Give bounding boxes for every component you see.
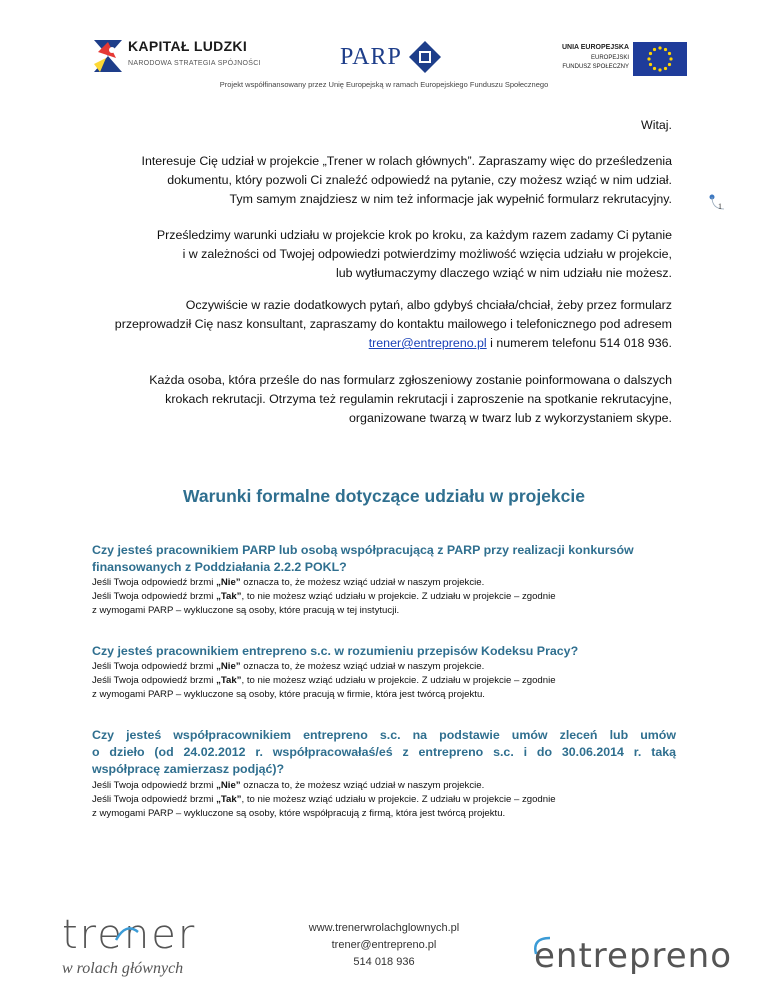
cofinancing-note: Projekt współfinansowany przez Unię Europejską w ramach Europejskiego Funduszu Społecznego — [219, 80, 549, 89]
intro-p3-line-1: Oczywiście w razie dodatkowych pytań, albo gdybyś chciała/chciał, żeby przez formularz — [185, 298, 672, 312]
kapital-ludzki-title: KAPITAŁ LUDZKI — [128, 38, 248, 54]
intro-p2-line-1: Prześledzimy warunki udziału w projekcie krok po kroku, za każdym razem zadamy Ci pytanie — [156, 228, 672, 242]
answer-1 — [92, 576, 682, 618]
section-title: Warunki formalne dotyczące udziału w projekcie — [183, 486, 585, 506]
answer-2-yes-line-2: z wymogami PARP – wykluczone są osoby, które pracują w firmie, która jest twórcą projektu. — [92, 689, 485, 700]
question-1 — [92, 542, 676, 576]
intro-p4-line-2: krokach rekrutacji. Otrzyma też regulamin rekrutacji i zaproszenie na spotkanie rekrutacyjne, — [165, 392, 672, 406]
question-3-line-3: współpracę zamierzasz podjąć)? — [92, 762, 285, 776]
footer-website[interactable]: www.trenerwrolachglownych.pl — [308, 922, 460, 934]
answer-3-yes: Jeśli Twoja odpowiedź brzmi „Tak”, to nie możesz wziąć udziału w projekcie. Z udziału w projekcie – zgodnie — [92, 794, 556, 805]
eu-title: UNIA EUROPEJSKA — [561, 44, 629, 51]
question-3-line-2: o dzieło (od 24.02.2012 r. współpracowałaś/eś z entrepreno s.c. i do 30.06.2014 r. taką — [92, 745, 676, 759]
eu-line-3: FUNDUSZ SPOŁECZNY — [562, 64, 629, 70]
intro-paragraph-4 — [72, 371, 672, 428]
answer-3-no: Jeśli Twoja odpowiedź brzmi „Nie” oznacza to, że możesz wziąć udział w naszym projekcie. — [92, 780, 485, 791]
eu-line-2: EUROPEJSKI — [590, 55, 629, 61]
answer-3-yes-line-2: z wymogami PARP – wykluczone są osoby, które współpracują z firmą, która jest twórcą projektu. — [92, 808, 506, 819]
answer-2-yes: Jeśli Twoja odpowiedź brzmi „Tak”, to nie możesz wziąć udziału w projekcie. Z udziału w projekcie – zgodnie — [92, 675, 556, 686]
intro-p4-line-3: organizowane twarzą w twarz lub z wykorzystaniem skype. — [349, 411, 672, 425]
intro-paragraph-1 — [52, 152, 672, 209]
contact-phone-text: i numerem telefonu 514 018 936. — [486, 336, 672, 350]
page-number: 1 — [718, 202, 722, 211]
question-3-line-1: Czy jesteś współpracownikiem entrepreno s.c. na podstawie umów zleceń lub umów — [92, 728, 676, 742]
answer-1-no: Jeśli Twoja odpowiedź brzmi „Nie” oznacza to, że możesz wziąć udział w naszym projekcie. — [92, 577, 485, 588]
greeting: Witaj. — [641, 118, 672, 132]
entrepreno-swoosh-icon — [530, 932, 560, 962]
trener-logo-text: trener — [62, 912, 197, 958]
answer-2-no: Jeśli Twoja odpowiedź brzmi „Nie” oznacza to, że możesz wziąć udział w naszym projekcie. — [92, 661, 485, 672]
entrepreno-logo-text: entrepreno — [534, 936, 733, 976]
answer-2 — [92, 660, 682, 702]
question-1-line-2: finansowanych z Poddziałania 2.2.2 POKL? — [92, 560, 347, 574]
contact-email-link[interactable]: trener@entrepreno.pl — [368, 336, 487, 350]
eu-flag-icon — [633, 42, 687, 76]
intro-p2-line-3: lub wytłumaczymy dlaczego wziąć w nim udziału nie możesz. — [335, 266, 672, 280]
parp-emblem-icon — [408, 40, 442, 74]
intro-p4-line-1: Każda osoba, która prześle do nas formularz zgłoszeniowy zostanie poinformowana o dalszych — [149, 373, 672, 387]
intro-p1-line-1: Interesuje Cię udział w projekcie „Trener w rolach głównych”. Zapraszamy więc do prześledzenia — [141, 154, 672, 168]
question-2 — [92, 643, 676, 660]
question-3 — [92, 727, 676, 778]
intro-p1-line-2: dokumentu, który pozwoli Ci znaleźć odpowiedź na pytanie, czy możesz wziąć w nim udział. — [167, 173, 672, 187]
intro-p2-line-2: i w zależności od Twojej odpowiedzi potwierdzimy możliwość wzięcia udziału w projekcie, — [182, 247, 672, 261]
answer-3 — [92, 779, 682, 821]
intro-p3-line-2: przeprowadził Cię nasz konsultant, zapraszamy do kontaktu mailowego i telefonicznego pod adresem — [114, 317, 672, 331]
footer-email[interactable]: trener@entrepreno.pl — [331, 939, 437, 951]
answer-1-yes-line-2: z wymogami PARP – wykluczone są osoby, które pracują w tej instytucji. — [92, 605, 400, 616]
intro-p1-line-3: Tym samym znajdziesz w nim też informacje jak wypełnić formularz rekrutacyjny. — [229, 192, 672, 206]
footer-phone: 514 018 936 — [353, 956, 415, 968]
intro-paragraph-3 — [32, 296, 672, 353]
parp-logo-text: PARP — [340, 44, 402, 70]
trener-logo-subtitle: w rolach głównych — [62, 960, 184, 977]
question-1-line-1: Czy jesteś pracownikiem PARP lub osobą współpracującą z PARP przy realizacji konkursów — [92, 543, 634, 557]
question-2-line-1: Czy jesteś pracownikiem entrepreno s.c. w rozumieniu przepisów Kodeksu Pracy? — [92, 644, 579, 658]
intro-p3-line-3 — [32, 334, 672, 353]
answer-1-yes: Jeśli Twoja odpowiedź brzmi „Tak”, to nie możesz wziąć udziału w projekcie. Z udziału w projekcie – zgodnie — [92, 591, 556, 602]
kapital-ludzki-subtitle: NARODOWA STRATEGIA SPÓJNOŚCI — [128, 60, 261, 67]
intro-paragraph-2 — [52, 226, 672, 283]
